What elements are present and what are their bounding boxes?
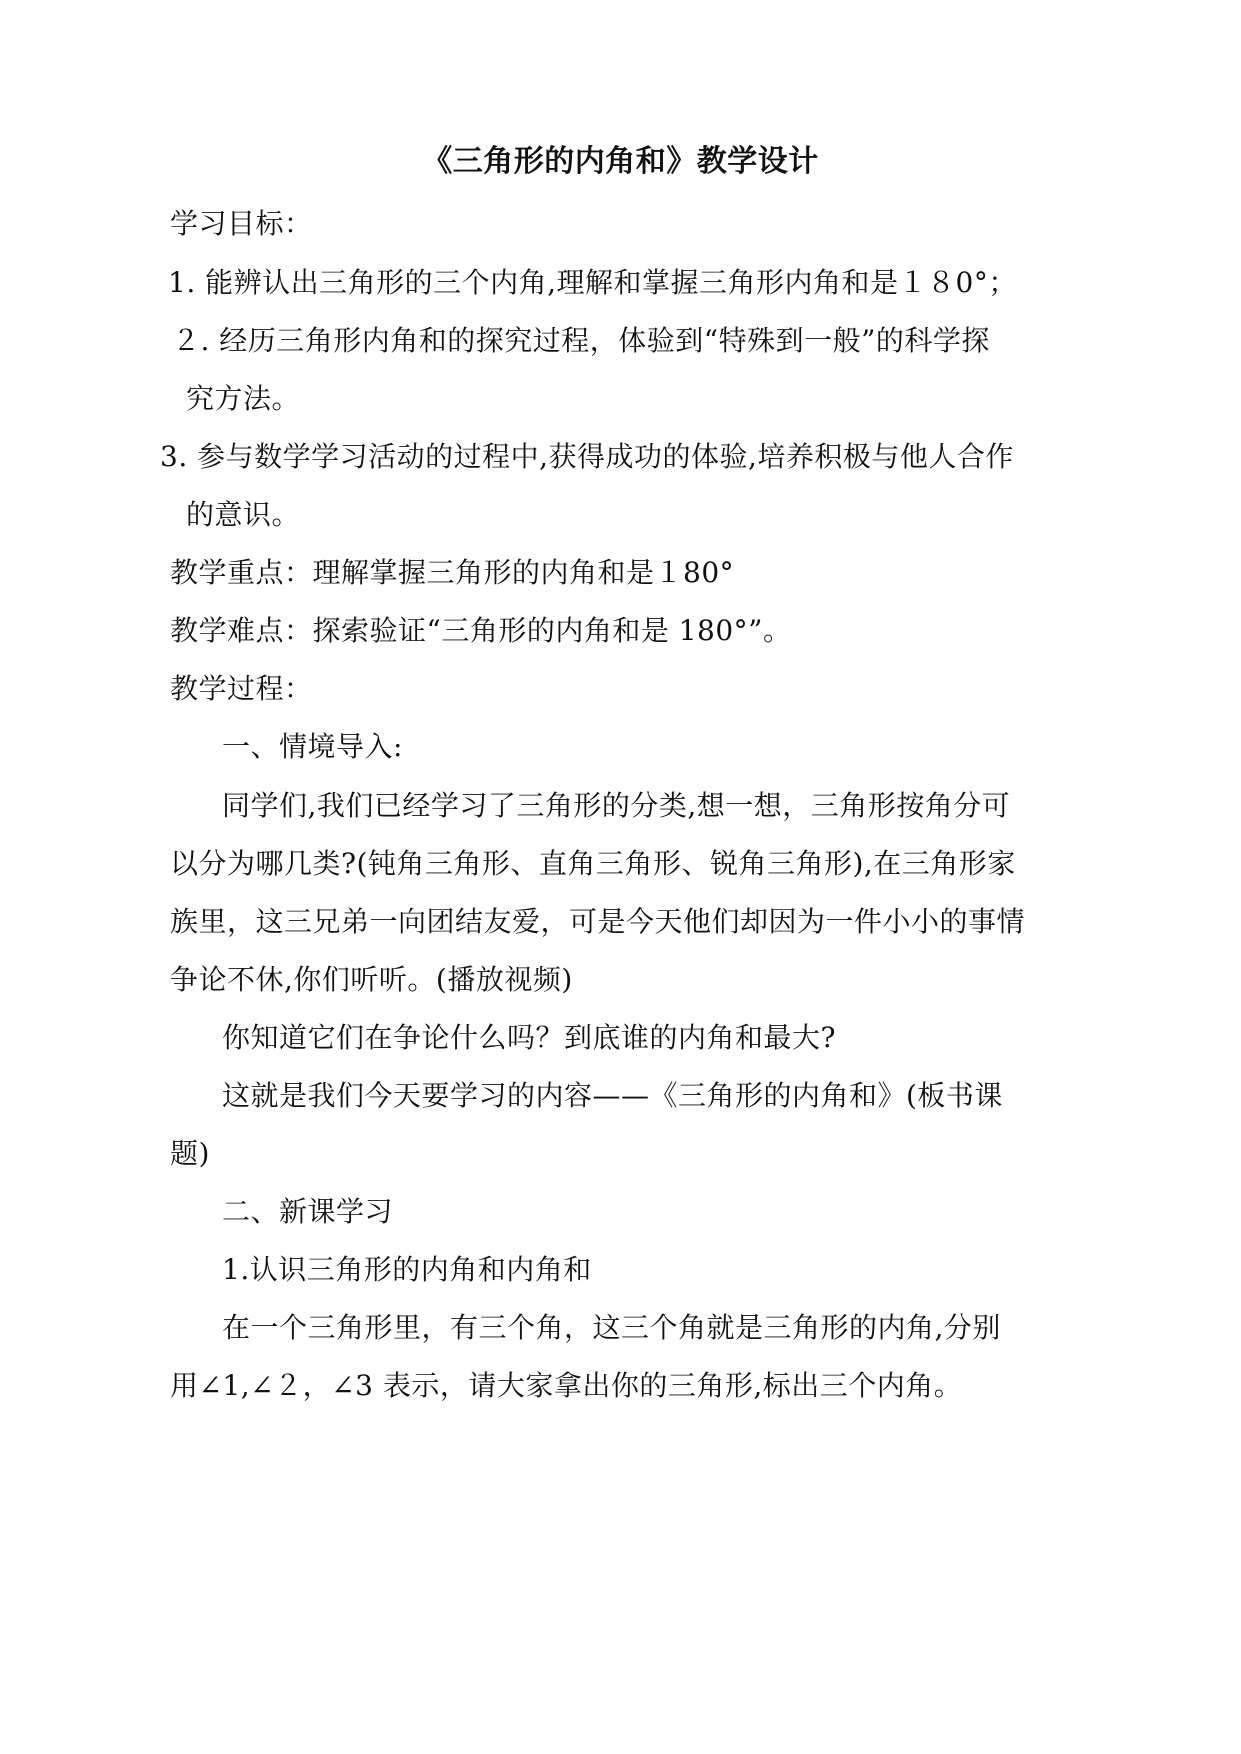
paragraph-3-line-1: 这就是我们今天要学习的内容——《三角形的内角和》(板书课: [222, 1079, 1003, 1112]
paragraph-1-line-4: 争论不休,你们听听。(播放视频): [170, 963, 573, 996]
objective-3-line-1: 3. 参与数学学习活动的过程中,获得成功的体验,培养积极与他人合作: [160, 440, 1014, 473]
objective-2-line-2: 究方法。: [186, 382, 301, 415]
paragraph-1-line-1: 同学们,我们已经学习了三角形的分类,想一想，三角形按角分可: [222, 789, 1011, 822]
difficult-point: 教学难点：探索验证“三角形的内角和是 180°”。: [170, 614, 792, 647]
paragraph-1-line-2: 以分为哪几类?(钝角三角形、直角三角形、锐角三角形),在三角形家: [170, 847, 1016, 880]
objective-2-line-1: ２. 经历三角形内角和的探究过程，体验到“特殊到一般”的科学探: [172, 324, 990, 357]
paragraph-2: 你知道它们在争论什么吗？到底谁的内角和最大?: [222, 1021, 837, 1054]
objectives-heading: 学习目标：: [170, 207, 313, 240]
paragraph-3-line-2: 题): [170, 1137, 210, 1170]
paragraph-1-line-3: 族里，这三兄弟一向团结友爱，可是今天他们却因为一件小小的事情: [170, 905, 1026, 938]
key-point: 教学重点：理解掌握三角形的内角和是１80°: [170, 556, 735, 589]
objective-3-line-2: 的意识。: [186, 498, 301, 531]
objective-1: 1. 能辨认出三角形的三个内角,理解和掌握三角形内角和是１８0°；: [168, 266, 1017, 299]
process-heading: 教学过程：: [170, 672, 313, 705]
subsection-1-heading: 1.认识三角形的内角和内角和: [222, 1253, 592, 1286]
section-1-heading: 一、情境导入:: [222, 730, 403, 763]
section-2-heading: 二、新课学习: [222, 1195, 394, 1228]
paragraph-4-line-2: 用∠1,∠２，∠3 表示，请大家拿出你的三角形,标出三个内角。: [170, 1369, 963, 1402]
document-title: 《三角形的内角和》教学设计: [422, 144, 819, 179]
paragraph-4-line-1: 在一个三角形里，有三个角，这三个角就是三角形的内角,分别: [222, 1311, 1001, 1344]
